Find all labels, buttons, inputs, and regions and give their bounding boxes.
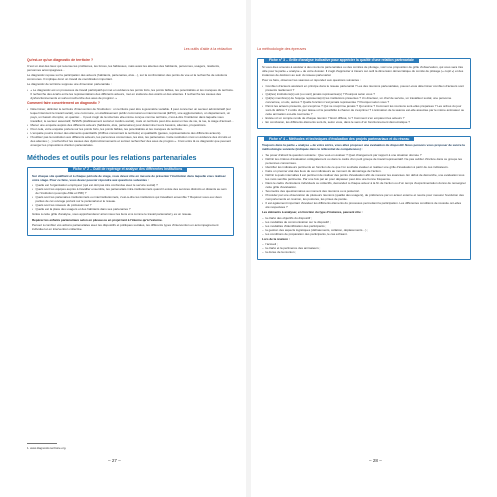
fiche-box-2 [27,167,234,237]
bullet-item: • Déterminer, délimiter le territoire d'intervention de l'institution : un territoire peut être à géométrie variable. Il peut concerner un secteur administratif (sur lequel intervient le travail social), une commune, un établissement public communal ou intercommunal (EPCI), une agglomération, un département, un pays, un bassin d'emploi, un quartier… Il peut s'agir de la structure elle-même conçue comme territoire, c'est-à-dire l'institution dans laquelle vous travaillez, le secteur associatif, l'ESMS (établissement social et médico-social), mais un territoire peut être aussi un lieu de vie, la rue, le stage d'accueil… [27,107,234,123]
bullet-item: • Quels sont les partenaires institutionnels ou interinstitutionnels, c'est-à-dire les institutions qui travaillent ensemble ? Repérez-vous eux deux parties de cet ouvrage portant sur le partenariat et le réseau. [32,195,229,203]
bullet-list [32,183,229,211]
dash-item: – la durée de la réunion ; [262,250,466,254]
fiche-box-4 [257,136,471,259]
fiche-body [258,137,470,258]
left-page-content [27,58,234,241]
dash-list [262,242,466,254]
bullet-item: • Qui(le) membre(s) de l'équipe représente(nt) les institutions présentes ? Un directeur, un chef de service, un travailleur social, une personne concernée, un élu, autres ? Quelle fonction n'est jamais représentée ? Pourquoi selon vous ? [262,96,466,104]
bullet-item: • Quels sont les équipes auprès à travailler ensemble, les partenariats intra-institutionnels quand il existe des services distincts et distants au sein de l'institution (exemple ASE et PMI) ? [32,187,229,195]
bullet-list [27,88,234,100]
bullet-item: • Qui(les) institutions(s) est (ou sont) jamais représentée(s) ? Pourquoi selon vous ? [262,92,466,96]
bullet-item: • Pour cela, votre enquête portera sur les points forts, les points faibles, les potentialités et les manques du territoire. [27,127,234,131]
bullet-item: • Dans le cadre d'entretiens individuels ou collectifs, demandez à chaque acteur à la fin de l'action ou d'un temps d'expérimentation donné de renseigner cette grille d'évaluation. [262,181,466,189]
bullet-item: • Se poser d'abord la question suivante : Que veut-on évaluer ? Quel changement par rapport à une situation donnée ? [262,153,466,157]
fiche-tab: Fiche n° 4 – Méthodes et techniques d'évaluation des projets partenariaux et du réseau [264,137,414,142]
bullet-list [27,107,234,147]
paragraph: Le diagnostic repose sur la participation des acteurs (habitants, partenaires, élus…), sur la confrontation des points de vue et la recherche de solutions communes. Il implique donc un travail de coordination important. [27,72,228,82]
bullet-item: • Faire un premier état des lieux de ces indicateurs au moment du démarrage de l'action. [262,169,466,173]
bullet-item: • Soumettre des questionnaires au moment des réunions ou à posteriori. [262,189,466,193]
bullet-item: • Existe-t-il un compte rendu de chaque réunion ? Est-il diffusé, lu ? Comment s'en emparent les acteurs ? [262,116,466,120]
left-page [0,0,246,497]
bullet-list [262,153,466,210]
dash-item: – la gestion des aspects logistiques (défraiements, collation, déplacements…) ; [262,228,466,232]
paragraph: Repérez les enfants partenariaux selon en plusau ou en projet tant à l'interne qu'à l'externe. [32,217,163,222]
bullet-item: • Quelle est l'organisation employeur (qui est doit pas être confondue avec le service social) ? [32,183,229,187]
footnote: 1. www.diagnostic-territoire.org. [27,446,67,450]
fiche-tab: Fiche n° 3 – Grille d'analyse indicative pour apprécier la qualité d'une relation partenariale [264,58,419,63]
fiche-body [258,59,470,128]
paragraph: Grâce à cette grille d'analyse, vous appréhenderez ainsi mieux les liens et à comme le travail partenarial y es un réseau. [32,212,192,217]
bullet-item: • Identifier les indicateurs pertinents en fonction de ce que l'on souhaite évaluer et réaliser une grille d'évaluation à partir de ces indicateurs. [262,165,466,169]
bullet-item: • Parmi les acteurs présents, qui s'exprime ? Qui ne s'exprime jamais ? Qui anime ? Comment les réunions sont-elles préparées ? Les ordres du jour sont-ils définis ? L'ordre du jour laisse-t-il la possibilité à chacun de s'exprimer ? L'animation de la séance est-elle associée par le même animateur ou cette animation est-elle tournante ? [262,104,466,116]
fiche-tab: Fiche n° 2 – Outil de repérage et analyse des différentes institutions [68,167,187,172]
paragraph: Les éléments à analyser, en fonction du type d'instance, peuvent être : [262,210,363,215]
bullet-item: • Mener une enquête auprès des différents acteurs (habitants, élus, partenaires) pour déterminer leurs besoins, attentes, propositions. [27,123,234,127]
dash-list [262,216,466,236]
bullet-item: • Il est également important d'évaluer les différents éléments du processus permettant la participation. Les différentes conditions de réussite ont-elles été respectées ? [262,201,466,209]
paragraph: Pensez à combler vos actions partenariales avec les dispositifs et politiques sociales, les différents types d'intervention en accompagnement individuel et en intervention collective. [32,222,219,231]
fiche-body [28,168,233,236]
dash-item: – l'accueil ; [262,242,466,246]
dash-item: – les modalités de communication sur le dispositif ; [262,220,466,224]
left-running-head: Les outils d'aide à la rédaction [183,47,232,51]
page-number: – 27 – [108,458,121,463]
bullet-list [262,84,466,124]
right-running-head: La méthodologie des épreuves [257,47,307,51]
bullet-item: • Quelle est la place des usagers et des habitants dans ses partenaires ? [32,207,229,211]
section-title: Méthodes et outils pour les relations partenariales [27,154,197,162]
right-page [251,0,497,497]
paragraph: Lors de la réunion : [262,237,290,241]
paragraph: Le diagnostic de territoire suppose une dimension partenariale : [27,82,112,87]
bullet-item: • N'oubliez pas la restitution aux différents acteurs, les personnes concernées, les élus, les partenaires. Cette restitution n'est un évidence des circuits et des attentes (…) recherchez les causes des dysfonctionnements et surtout recherchez des axes de progrès ». C'est entre là ce diagnostic que peuvent émerger les propositions d'action partenariales. [27,135,234,147]
dash-item: – la clarté et la pertinence des animateurs ; [262,246,466,250]
bullet-item: • Procéder par une observation de plusieurs réunions (qualité des usagers), de préférence par un acteur externe et neutre pour mesurer l'évolution des comportements en réunion, les postures, les prises de parole. [262,193,466,201]
fiche-box-3 [257,58,471,129]
question-heading: Comment faire concrètement un diagnostic ? [27,100,100,105]
right-page-content [257,58,471,265]
fiche-lead: Sur chaque site qualifiant et à chaque période de stage, vous devez être en mesure de présenter l'institution dans laquelle vous réalisez votre stage. Pour ce faire, vous devez pouvoir répondre aux questions suivantes : [32,173,226,182]
bullet-item: • Définir à quels intervalles il est pertinent de réaliser des points d'évaluation afin de mesurer les avancées. En début de démarche, une évaluation tous les mois semble pertinente. Par une fois par an pour dépasser peut être une bonne fréquence. [262,173,466,181]
dash-item: – les modalités d'identification des participants ; [262,224,466,228]
paragraph: Pour ce faire, observez les séances et répondez aux questions suivantes : [262,78,361,83]
bullet-item: • « Le diagnostic est un processus de travail participatif qui met en évidence les points forts, les points faibles, les potentialités et les manques du territoire. Il recherche des écarts entre les représentations des différents acteurs, met en évidence des écarts et des attentes. Il recherche les causes des dysfonctionnements et surtout recherche des axes de progrès¹. » [27,88,234,100]
bullet-item: • Quels sont les réseaux du professionnel ? [32,203,229,207]
fiche-lead: Toujours dans la partie « analyse » de votre écrire, vous allez proposer une évaluation du dispositif. Nous pensons vous proposer de suivre la méthodologie suivante (indiquée dans le référentiel de compétences) : [262,143,465,152]
question-heading: Qu'est-ce qu'un diagnostic de territoire ? [27,58,94,62]
dash-item: – les conditions de préparation des participants, le cas échéant. [262,232,466,236]
bullet-item: • En conclusion, les différents éléments sont-ils, selon vous, dans le sens d'un fonctionnement démocratique ? [262,120,466,124]
bullet-item: • Définir les critères d'évaluation collégialement ou dans le cadre d'un petit groupe de travail représentatif. Ne pas oublier d'inclure dans ce groupe les personnes concernées. [262,157,466,165]
page-number: – 28 – [369,458,382,463]
dash-item: – la clarté des objectifs du dispositif ; [262,216,466,220]
paragraph: C'est un état des lieux qui recense les problèmes, les forces, les faiblesses, mais aussi les attentes des habitants, personnes, usagers, résidents, personnes accompagnées… [27,63,220,72]
footnote-rule [27,443,57,444]
bullet-item: • Combien d'acteurs assistent en principe dans le réseau partenarial ? Les des réunions partenariales, pouvez-vous déterminer combien d'acteurs sont présents réellement ? [262,84,466,92]
bullet-item: • L'enquête pourra croiser des éléments quantitatifs (chiffres concernant le territoire) et qualitatifs (gestes, représentations des différents acteurs). [27,131,234,135]
paragraph: Si vous êtes amenés à assister à des réunions partenariales ou des comités de pilotage, voici une proposition de grille d'observation, qui vous sera très utile pour la partie « analyse » de votre dossier. Il s'agit d'apprécier à travers cet outil la dimension démocratique du comité de pilotage (« copil ») et des instances de décision au sein du réseau partenarial. [262,65,464,78]
